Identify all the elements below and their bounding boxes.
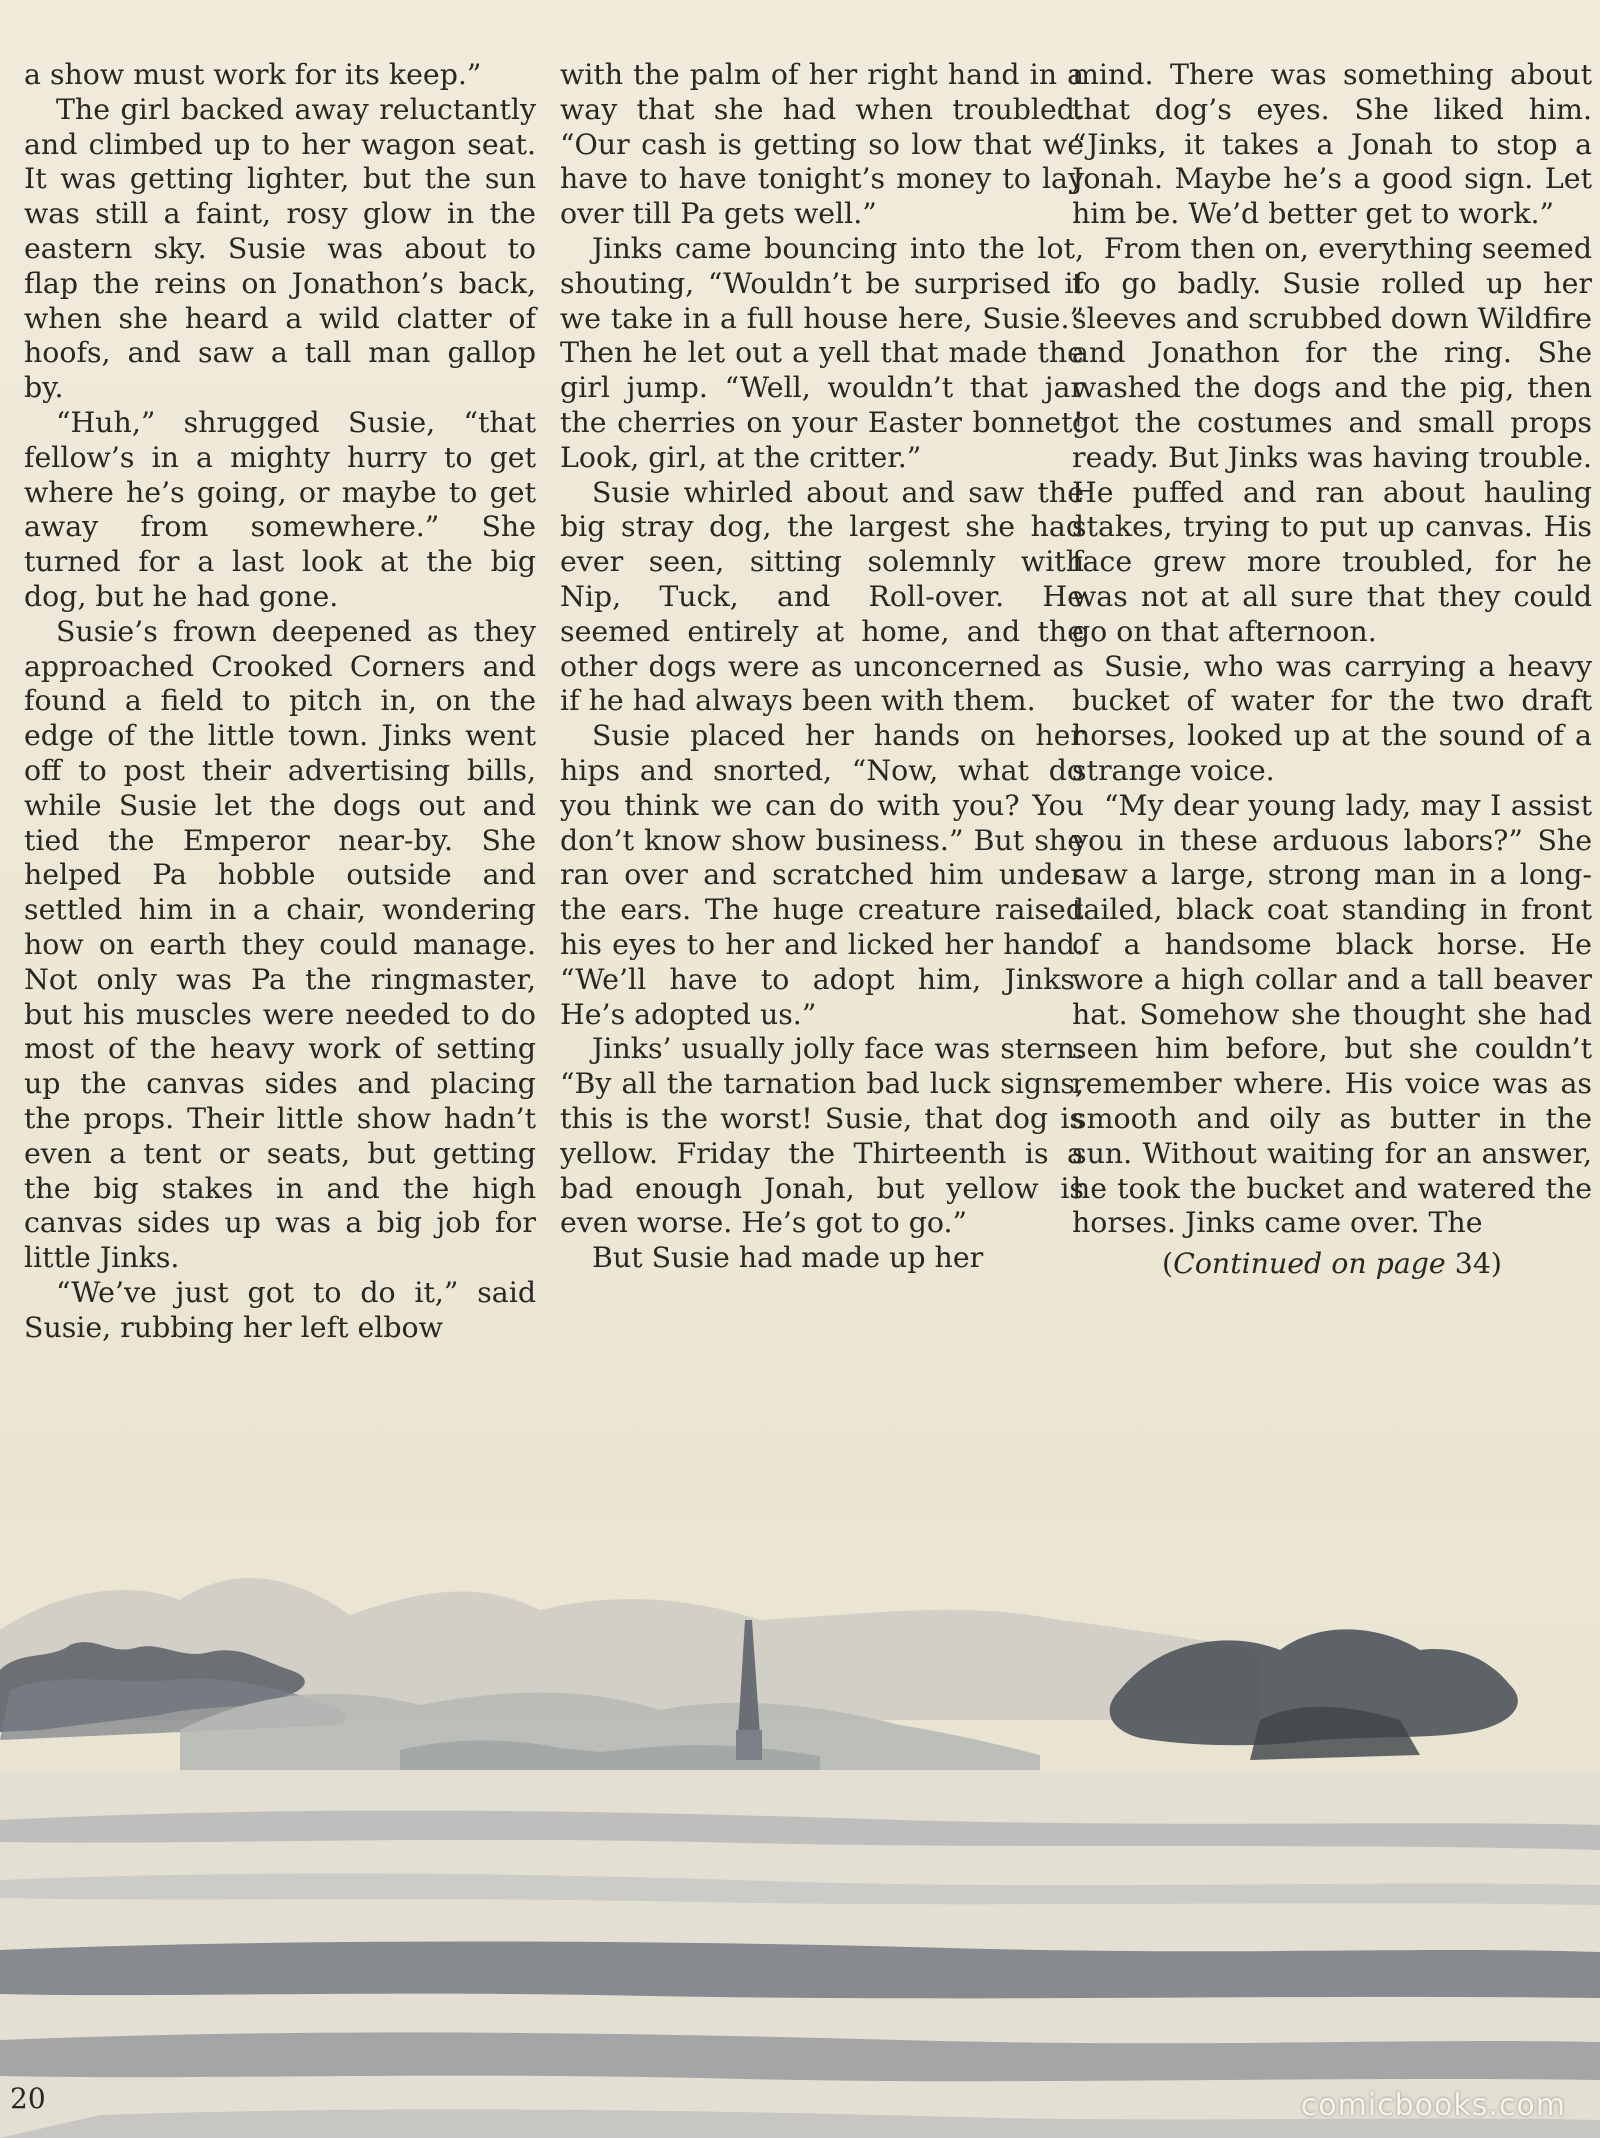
paragraph: “My dear young lady, may I assist you in these arduous labors?” She saw a large, strong man in a long-tailed, black coat standing in front of a handsome black horse. He wore a high collar and a tall beaver hat. Somehow she thought she had seen him before, but she couldn’t remember where. His voice was as smooth and oily as butter in the sun. Without waiting for an answer, he took the bucket and watered the horses. Jinks came over. The <box>1072 788 1592 1240</box>
paragraph: The girl backed away reluctantly and climbed up to her wagon seat. It was getting lighter, but the sun was still a faint, rosy glow in the eastern sky. Susie was about to flap the reins on Jonathon’s back, when she heard a wild clatter of hoofs, and saw a tall man gallop by. <box>24 92 536 405</box>
page-number: 20 <box>10 2082 46 2115</box>
paragraph: Jinks’ usually jolly face was stern. “By all the tarnation bad luck signs, this is the worst! Susie, that dog is yellow. Friday the Thirteenth is a bad enough Jonah, but yellow is even worse. He’s got to go.” <box>560 1032 1084 1240</box>
paragraph: Susie, who was carrying a heavy bucket of water for the two draft horses, looked up at the sound of a strange voice. <box>1072 649 1592 787</box>
story-text <box>24 58 1592 1498</box>
paragraph: with the palm of her right hand in a way that she had when troubled. “Our cash is getting so low that we have to have tonight’s money to lay over till Pa gets well.” <box>560 58 1084 231</box>
paragraph: From then on, everything seemed to go badly. Susie rolled up her sleeves and scrubbed down Wildfire and Jonathon for the ring. She washed the dogs and the pig, then got the costumes and small props ready. But Jinks was having trouble. He puffed and ran about hauling stakes, trying to put up canvas. His face grew more troubled, for he was not at all sure that they could go on that afternoon. <box>1072 231 1592 648</box>
continued-note: (Continued on page 34) <box>1162 1247 1502 1281</box>
landscape-illustration <box>0 1520 1600 2138</box>
paragraph: “Huh,” shrugged Susie, “that fellow’s in a mighty hurry to get where he’s going, or maybe to get away from somewhere.” She turned for a last look at the big dog, but he had gone. <box>24 405 536 613</box>
paragraph: “We’ve just got to do it,” said Susie, rubbing her left elbow <box>24 1275 536 1344</box>
paragraph: a show must work for its keep.” <box>24 58 482 91</box>
paragraph: But Susie had made up her <box>592 1241 984 1275</box>
paragraph: Susie whirled about and saw the big stray dog, the largest she had ever seen, sitting solemnly with Nip, Tuck, and Roll-over. He seemed entirely at home, and the other dogs were as unconcerned as if he had always been with them. <box>560 475 1084 718</box>
text-column-2 <box>560 58 1084 1498</box>
text-column-3 <box>1072 58 1592 1498</box>
watermark: comicbooks.com <box>1300 2088 1566 2123</box>
text-column-1 <box>24 58 536 1498</box>
paragraph: Jinks came bouncing into the lot, shouting, “Wouldn’t be surprised if we take in a full house here, Susie.” Then he let out a yell that made the girl jump. “Well, wouldn’t that jar the cherries on your Easter bonnet! Look, girl, at the critter.” <box>560 231 1084 474</box>
paragraph: Susie placed her hands on her hips and snorted, “Now, what do you think we can do with you? You don’t know show business.” But she ran over and scratched him under the ears. The huge creature raised his eyes to her and licked her hand. “We’ll have to adopt him, Jinks. He’s adopted us.” <box>560 719 1084 1031</box>
paragraph: Susie’s frown deepened as they approached Crooked Corners and found a field to pitch in, on the edge of the little town. Jinks went off to post their advertising bills, while Susie let the dogs out and tied the Emperor near-by. She helped Pa hobble outside and settled him in a chair, wondering how on earth they could manage. Not only was Pa the ringmaster, but his muscles were needed to do most of the heavy work of setting up the canvas sides and placing the props. Their little show hadn’t even a tent or seats, but getting the big stakes in and the high canvas sides up was a big job for little Jinks. <box>24 614 536 1275</box>
paragraph: mind. There was something about that dog’s eyes. She liked him. “Jinks, it takes a Jonah to stop a Jonah. Maybe he’s a good sign. Let him be. We’d better get to work.” <box>1072 58 1592 231</box>
